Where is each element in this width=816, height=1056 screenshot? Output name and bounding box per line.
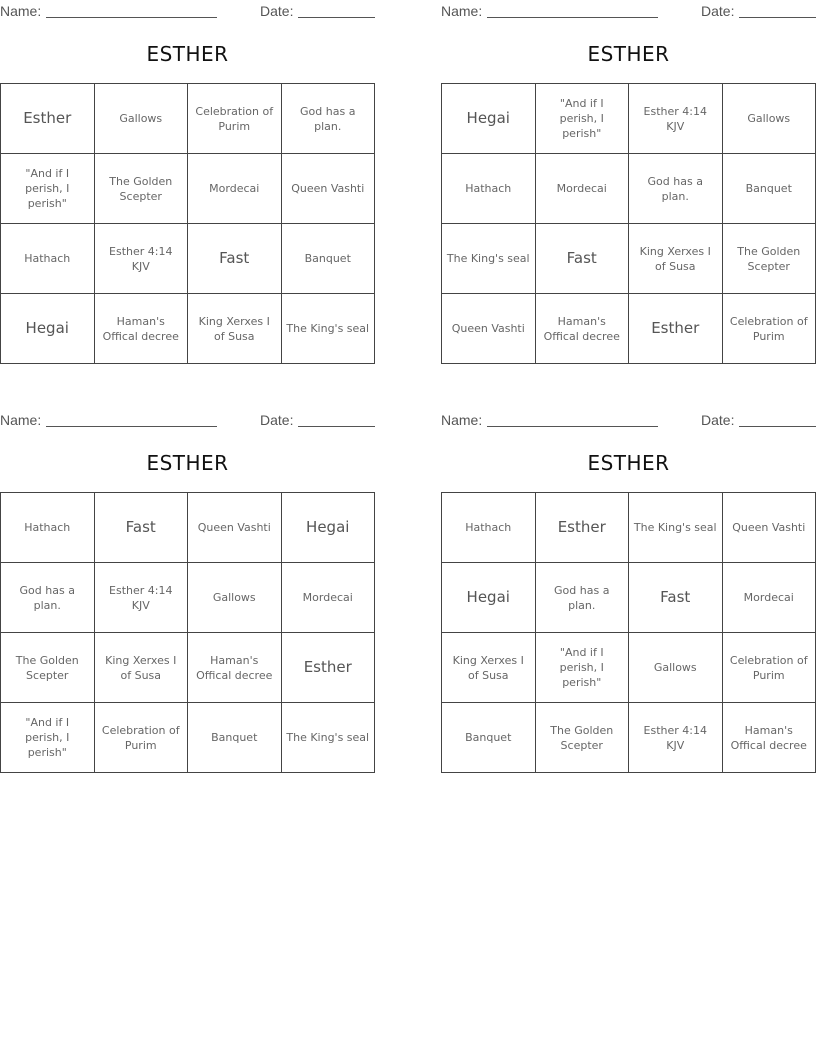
bingo-cell: Gallows [722, 84, 816, 154]
bingo-cell: Hegai [281, 493, 375, 563]
bingo-cell: Fast [629, 563, 723, 633]
bingo-cell: Queen Vashti [442, 294, 536, 364]
bingo-grid [441, 83, 816, 364]
grid-row [1, 294, 375, 364]
name-date-header [0, 410, 375, 430]
bingo-cell: Esther 4:14 KJV [94, 563, 188, 633]
bingo-cell: The King's seal [629, 493, 723, 563]
card-title: ESTHER [587, 42, 670, 66]
bingo-cell: Esther [1, 84, 95, 154]
grid-row [442, 633, 816, 703]
bingo-cell: Banquet [722, 154, 816, 224]
bingo-cell: Queen Vashti [722, 493, 816, 563]
grid-row [442, 563, 816, 633]
date-label: Date: [260, 3, 294, 19]
bingo-cell: Fast [94, 493, 188, 563]
name-blank-line [487, 17, 658, 18]
date-label: Date: [701, 412, 735, 428]
name-blank-line [46, 17, 217, 18]
bingo-cell: The Golden Scepter [94, 154, 188, 224]
grid-row [442, 493, 816, 563]
bingo-cell: Gallows [188, 563, 282, 633]
bingo-cell: God has a plan. [629, 154, 723, 224]
date-blank-line [298, 426, 375, 427]
bingo-cell: The King's seal [281, 703, 375, 773]
bingo-cell: Esther 4:14 KJV [629, 703, 723, 773]
bingo-cell: Hathach [1, 224, 95, 294]
bingo-cell: The Golden Scepter [722, 224, 816, 294]
bingo-cell: Celebration of Purim [94, 703, 188, 773]
grid-row [442, 703, 816, 773]
bingo-cell: Haman's Offical decree [188, 633, 282, 703]
grid-row [1, 154, 375, 224]
bingo-cell: Gallows [94, 84, 188, 154]
name-date-header [441, 410, 816, 430]
bingo-cell: Esther [281, 633, 375, 703]
bingo-cell: Celebration of Purim [722, 294, 816, 364]
date-blank-line [739, 17, 816, 18]
bingo-cell: Celebration of Purim [722, 633, 816, 703]
grid-row [1, 493, 375, 563]
bingo-cell: Hegai [442, 563, 536, 633]
bingo-cell: Esther 4:14 KJV [629, 84, 723, 154]
bingo-cell: Hegai [442, 84, 536, 154]
bingo-cell: Celebration of Purim [188, 84, 282, 154]
bingo-cell: Mordecai [535, 154, 629, 224]
bingo-cell: Queen Vashti [281, 154, 375, 224]
bingo-cell: Fast [535, 224, 629, 294]
bingo-cell: King Xerxes I of Susa [94, 633, 188, 703]
bingo-cell: "And if I perish, I perish" [535, 633, 629, 703]
name-label: Name: [441, 3, 483, 19]
bingo-cell: The King's seal [281, 294, 375, 364]
bingo-cell: Esther 4:14 KJV [94, 224, 188, 294]
bingo-cell: Gallows [629, 633, 723, 703]
name-label: Name: [441, 412, 483, 428]
bingo-cell: Banquet [281, 224, 375, 294]
bingo-cell: King Xerxes I of Susa [629, 224, 723, 294]
bingo-cell: Haman's Offical decree [94, 294, 188, 364]
grid-row [442, 294, 816, 364]
bingo-cell: "And if I perish, I perish" [1, 154, 95, 224]
bingo-cell: Queen Vashti [188, 493, 282, 563]
bingo-cell: The King's seal [442, 224, 536, 294]
bingo-grid [0, 83, 375, 364]
bingo-cell: Esther [535, 493, 629, 563]
bingo-cell: Esther [629, 294, 723, 364]
grid-row [1, 563, 375, 633]
grid-row [1, 633, 375, 703]
name-blank-line [46, 426, 217, 427]
bingo-cell: King Xerxes I of Susa [442, 633, 536, 703]
grid-row [1, 84, 375, 154]
card-title: ESTHER [146, 42, 229, 66]
grid-row [1, 224, 375, 294]
grid-row [442, 154, 816, 224]
bingo-cell: Hathach [1, 493, 95, 563]
bingo-cell: God has a plan. [535, 563, 629, 633]
grid-row [442, 84, 816, 154]
name-date-header [441, 1, 816, 21]
bingo-cell: Haman's Offical decree [535, 294, 629, 364]
date-blank-line [298, 17, 375, 18]
bingo-cell: Hathach [442, 493, 536, 563]
name-date-header [0, 1, 375, 21]
date-label: Date: [701, 3, 735, 19]
date-blank-line [739, 426, 816, 427]
bingo-cell: Mordecai [722, 563, 816, 633]
grid-row [1, 703, 375, 773]
name-blank-line [487, 426, 658, 427]
bingo-grid [0, 492, 375, 773]
bingo-cell: "And if I perish, I perish" [535, 84, 629, 154]
bingo-cell: Fast [188, 224, 282, 294]
card-title: ESTHER [146, 451, 229, 475]
bingo-cell: Banquet [188, 703, 282, 773]
bingo-cell: King Xerxes I of Susa [188, 294, 282, 364]
bingo-cell: The Golden Scepter [1, 633, 95, 703]
card-title: ESTHER [587, 451, 670, 475]
bingo-cell: God has a plan. [1, 563, 95, 633]
bingo-cell: Banquet [442, 703, 536, 773]
date-label: Date: [260, 412, 294, 428]
bingo-cell: Mordecai [281, 563, 375, 633]
bingo-cell: Haman's Offical decree [722, 703, 816, 773]
bingo-cell: Hegai [1, 294, 95, 364]
grid-row [442, 224, 816, 294]
bingo-cell: The Golden Scepter [535, 703, 629, 773]
name-label: Name: [0, 412, 42, 428]
name-label: Name: [0, 3, 42, 19]
bingo-cell: Hathach [442, 154, 536, 224]
bingo-cell: Mordecai [188, 154, 282, 224]
bingo-grid [441, 492, 816, 773]
bingo-cell: God has a plan. [281, 84, 375, 154]
bingo-cell: "And if I perish, I perish" [1, 703, 95, 773]
